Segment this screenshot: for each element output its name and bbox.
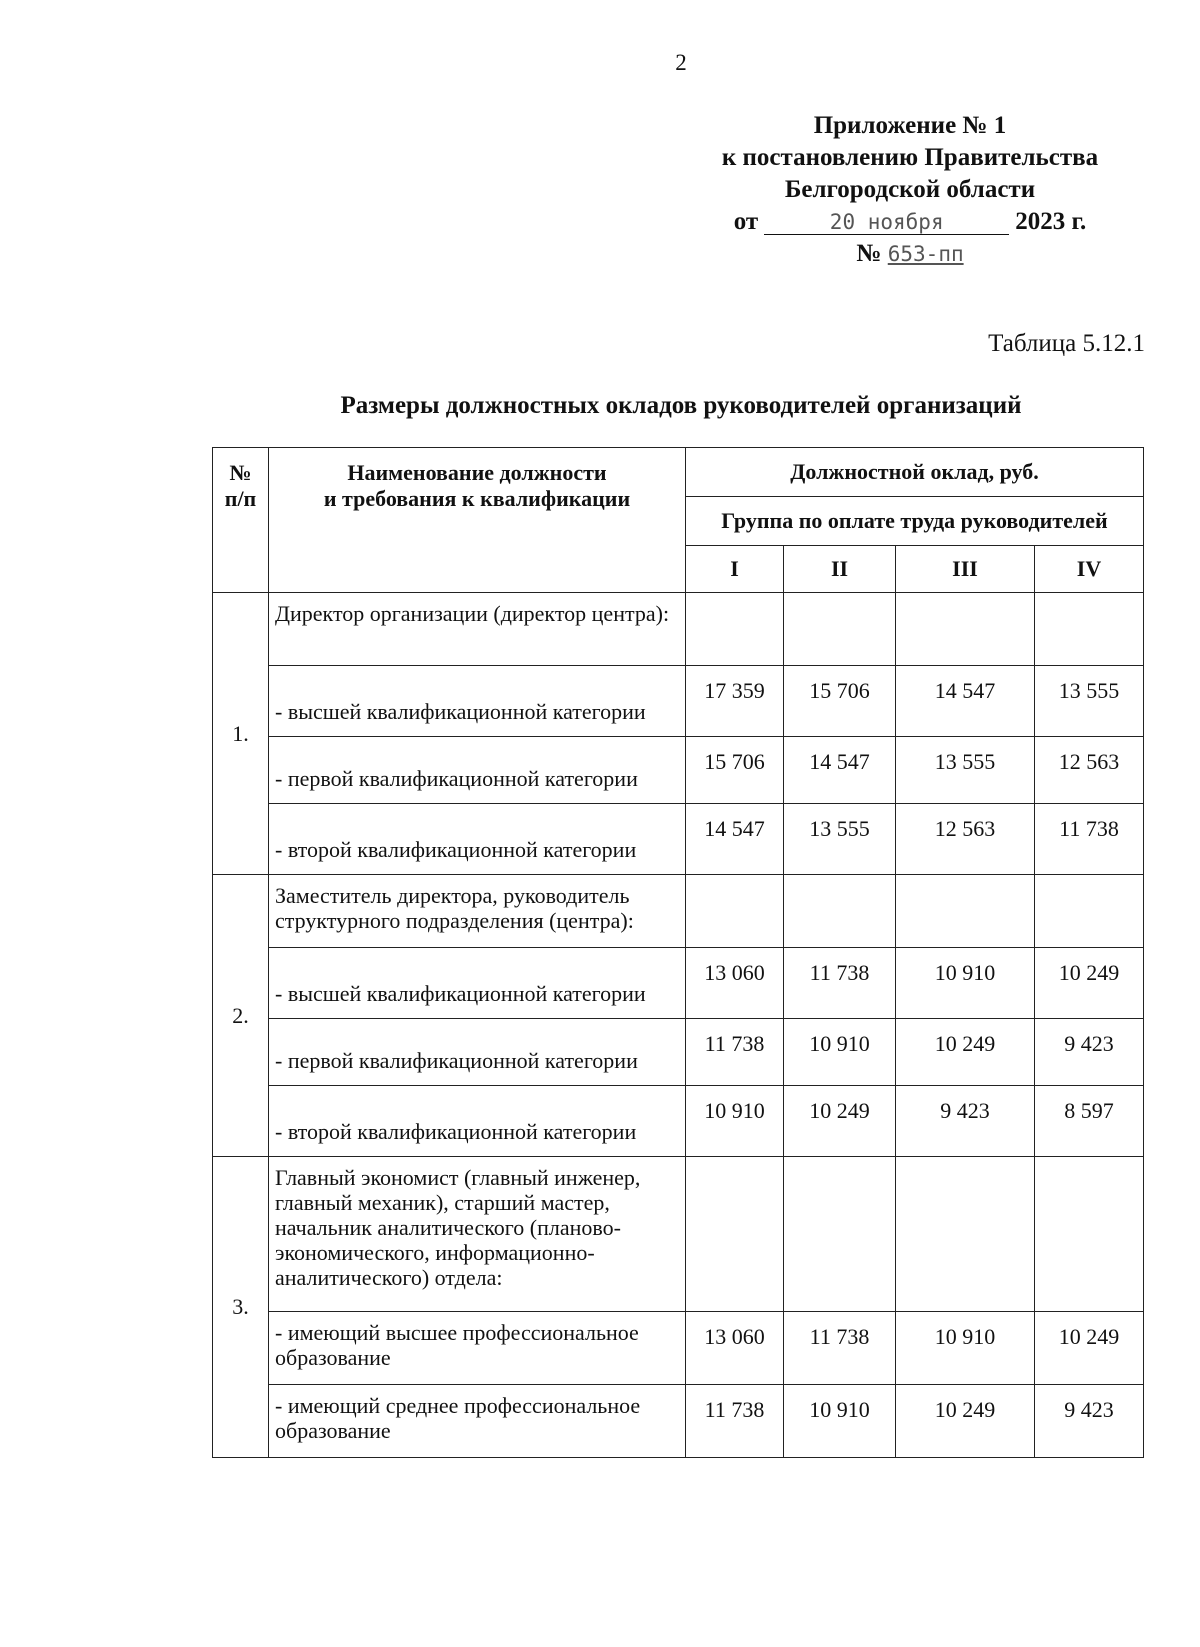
table-row <box>213 593 1144 666</box>
empty-cell <box>896 593 1035 666</box>
salary-table <box>212 447 1144 1458</box>
header-name-line: Наименование должности <box>347 460 607 485</box>
empty-cell <box>686 593 784 666</box>
header-group: Группа по оплате труда руководителей <box>686 497 1144 546</box>
salary-value: 10 249 <box>1035 948 1144 1019</box>
empty-cell <box>1035 593 1144 666</box>
salary-value: 10 249 <box>784 1086 896 1157</box>
appendix-number-line <box>690 238 1130 270</box>
header-num <box>213 448 269 593</box>
salary-value: 12 563 <box>1035 737 1144 804</box>
salary-value: 13 555 <box>784 804 896 875</box>
salary-value: 11 738 <box>784 1312 896 1385</box>
table-row <box>213 1086 1144 1157</box>
section-heading: Главный экономист (главный инженер, главный механик), старший мастер, начальник аналитического (планово-экономического, информационно-аналитического) отдела: <box>269 1157 686 1312</box>
page-number: 2 <box>675 50 687 75</box>
qualification-label: - высшей квалификационной категории <box>269 948 686 1019</box>
salary-value: 11 738 <box>1035 804 1144 875</box>
salary-value: 11 738 <box>686 1385 784 1458</box>
empty-cell <box>784 593 896 666</box>
salary-value: 11 738 <box>784 948 896 1019</box>
header-group-ii: II <box>784 546 896 593</box>
qualification-label: - имеющий среднее профессиональное образование <box>269 1385 686 1458</box>
table-row <box>213 875 1144 948</box>
salary-value: 9 423 <box>1035 1385 1144 1458</box>
header-num-l1: № <box>229 460 252 485</box>
section-heading: Заместитель директора, руководитель структурного подразделения (центра): <box>269 875 686 948</box>
table-row <box>213 1157 1144 1312</box>
salary-value: 9 423 <box>1035 1019 1144 1086</box>
salary-value: 10 249 <box>1035 1312 1144 1385</box>
date-suffix: 2023 г. <box>1015 208 1087 235</box>
table-row <box>213 804 1144 875</box>
salary-value: 10 910 <box>686 1086 784 1157</box>
appendix-title: Приложение № 1 <box>813 112 1007 139</box>
number-prefix: № <box>856 240 882 267</box>
qualification-label: - второй квалификационной категории <box>269 804 686 875</box>
empty-cell <box>896 875 1035 948</box>
section-heading: Директор организации (директор центра): <box>269 593 686 666</box>
empty-cell <box>686 875 784 948</box>
number-value: 653-пп <box>887 242 964 266</box>
empty-cell <box>896 1157 1035 1312</box>
salary-value: 15 706 <box>784 666 896 737</box>
table-row <box>213 948 1144 1019</box>
qualification-label: - первой квалификационной категории <box>269 1019 686 1086</box>
table-row <box>213 1385 1144 1458</box>
qualification-label: - высшей квалификационной категории <box>269 666 686 737</box>
table-row <box>213 737 1144 804</box>
empty-cell <box>784 1157 896 1312</box>
salary-value: 10 910 <box>784 1385 896 1458</box>
header-group-i: I <box>686 546 784 593</box>
salary-value: 10 249 <box>896 1019 1035 1086</box>
salary-value: 11 738 <box>686 1019 784 1086</box>
salary-value: 10 910 <box>896 1312 1035 1385</box>
table-row <box>213 1019 1144 1086</box>
salary-value: 9 423 <box>896 1086 1035 1157</box>
table-row <box>213 1312 1144 1385</box>
salary-value: 17 359 <box>686 666 784 737</box>
salary-value: 12 563 <box>896 804 1035 875</box>
section-number: 1. <box>213 593 269 875</box>
salary-value: 15 706 <box>686 737 784 804</box>
salary-value: 13 555 <box>1035 666 1144 737</box>
salary-value: 13 555 <box>896 737 1035 804</box>
empty-cell <box>686 1157 784 1312</box>
qualification-label: - второй квалификационной категории <box>269 1086 686 1157</box>
header-num-l2: п/п <box>224 486 257 511</box>
qualification-label: - имеющий высшее профессиональное образование <box>269 1312 686 1385</box>
section-number: 2. <box>213 875 269 1157</box>
qualification-label: - первой квалификационной категории <box>269 737 686 804</box>
salary-value: 10 249 <box>896 1385 1035 1458</box>
empty-cell <box>1035 1157 1144 1312</box>
salary-value: 10 910 <box>784 1019 896 1086</box>
salary-value: 14 547 <box>896 666 1035 737</box>
salary-value: 14 547 <box>784 737 896 804</box>
appendix-line-3: Белгородской области <box>784 176 1036 203</box>
salary-value: 10 910 <box>896 948 1035 1019</box>
salary-value: 8 597 <box>1035 1086 1144 1157</box>
empty-cell <box>784 875 896 948</box>
table-row <box>213 666 1144 737</box>
date-value: 20 ноября <box>764 210 1009 235</box>
appendix-block <box>690 110 1130 270</box>
header-salary: Должностной оклад, руб. <box>686 448 1144 497</box>
header-group-iv: IV <box>1035 546 1144 593</box>
empty-cell <box>1035 875 1144 948</box>
table-label: Таблица 5.12.1 <box>988 330 1145 357</box>
document-title: Размеры должностных окладов руководителей организаций <box>340 392 1022 419</box>
date-prefix: от <box>733 208 759 235</box>
salary-value: 13 060 <box>686 948 784 1019</box>
salary-value: 14 547 <box>686 804 784 875</box>
section-number: 3. <box>213 1157 269 1458</box>
salary-value: 13 060 <box>686 1312 784 1385</box>
appendix-line-2: к постановлению Правительства <box>721 144 1099 171</box>
appendix-date-line <box>690 206 1130 238</box>
header-name <box>269 448 686 593</box>
header-group-iii: III <box>896 546 1035 593</box>
header-name-line: и требования к квалификации <box>323 486 631 511</box>
